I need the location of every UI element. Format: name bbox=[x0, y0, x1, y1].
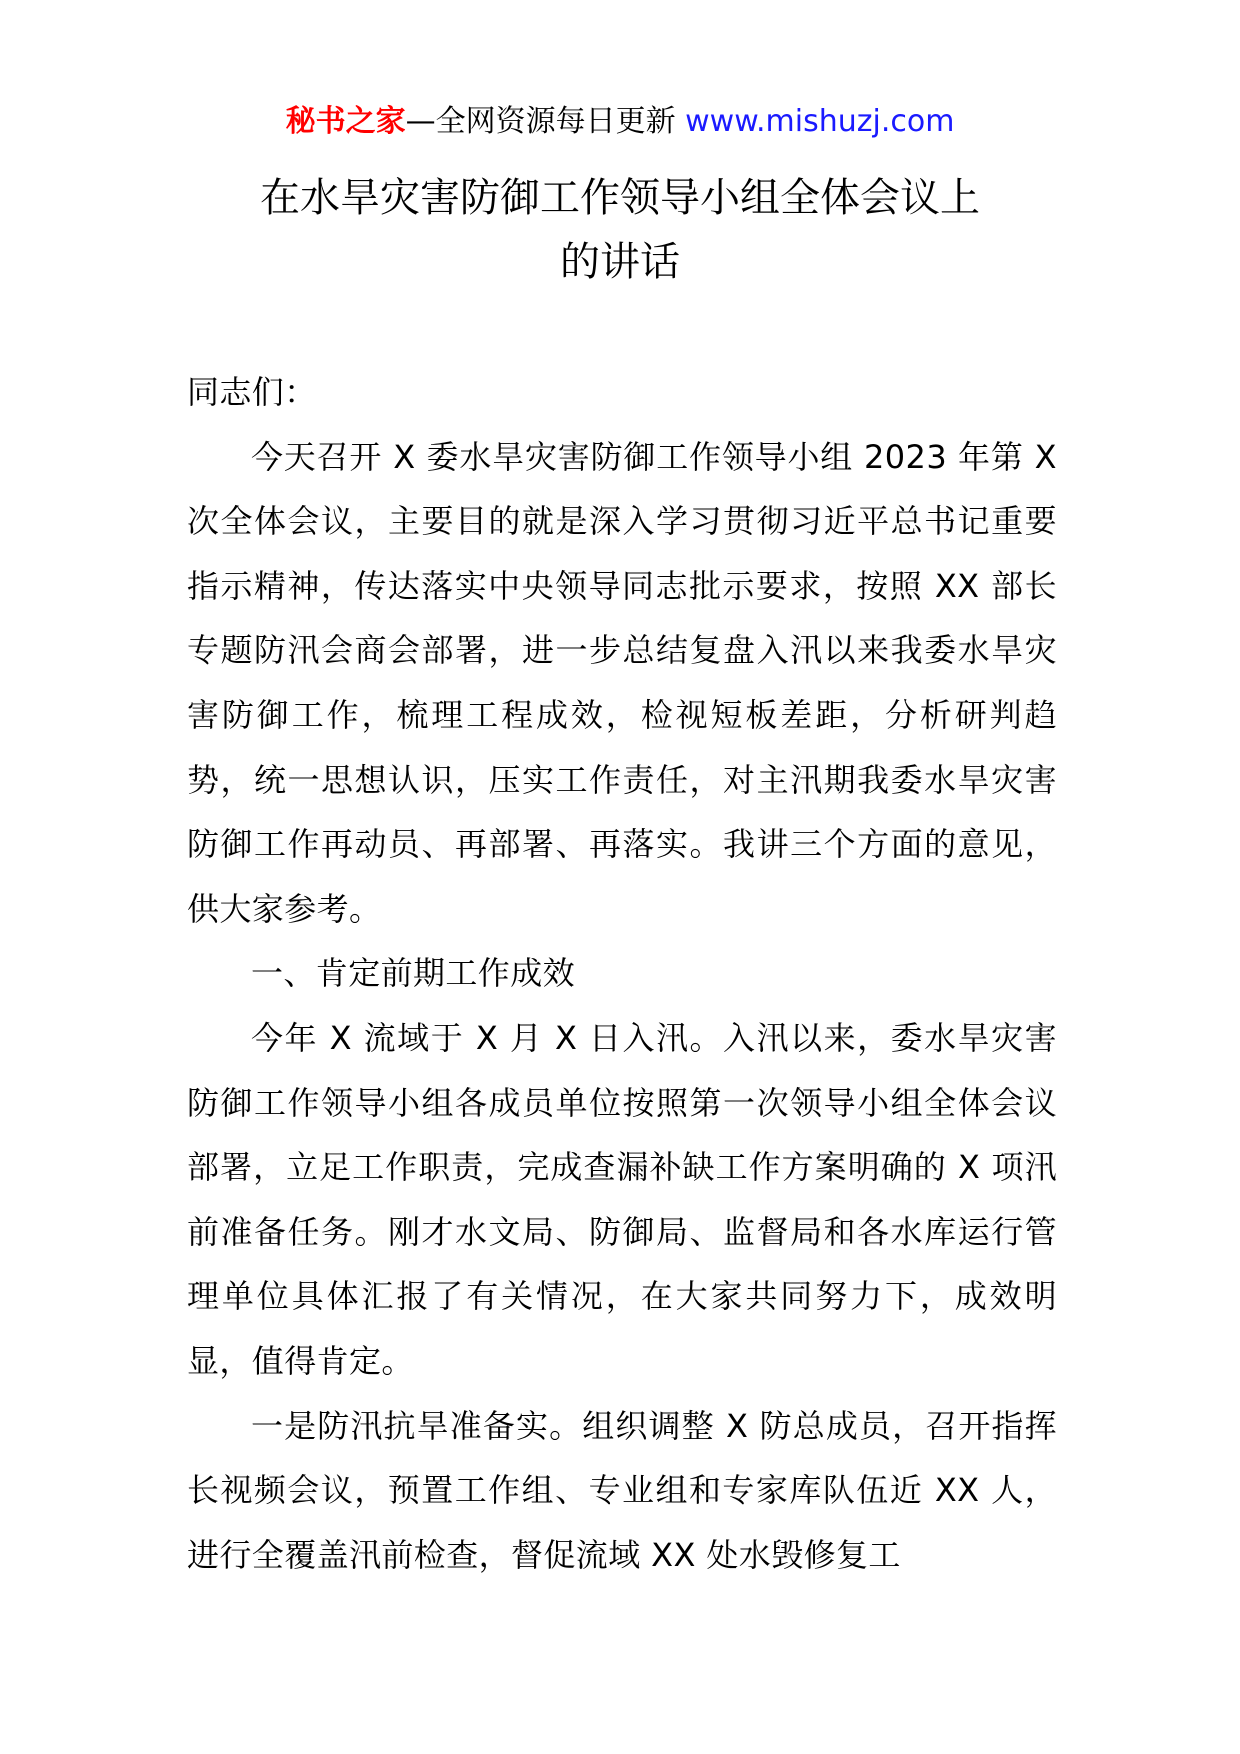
site-url[interactable]: www.mishuzj.com bbox=[685, 104, 955, 139]
document-body bbox=[187, 360, 1057, 1587]
salutation: 同志们： bbox=[187, 373, 317, 411]
site-brand: 秘书之家 bbox=[285, 104, 406, 139]
section-heading-1: 一、肯定前期工作成效 bbox=[251, 954, 576, 993]
paragraph-point-1: 一是防汛抗旱准备实。组织调整 X 防总成员，召开指挥长视频会议，预置工作组、专业组和专家库队伍近 XX 人，进行全覆盖汛前检查，督促流域 XX 处水毁修复工 bbox=[187, 1406, 1057, 1574]
site-slogan: —全网资源每日更新 bbox=[405, 104, 686, 139]
paragraph-section-1: 今年 X 流域于 X 月 X 日入汛。入汛以来，委水旱灾害防御工作领导小组各成员单位按照第一次领导小组全体会议部署，立足工作职责，完成查漏补缺工作方案明确的 X 项汛前准备任务。刚才水文局、防御局、监督局和各水库运行管理单位具体汇报了有关情况，在大家共同努力下，成效明显，值得肯定。 bbox=[187, 1018, 1057, 1380]
document-title bbox=[0, 166, 1240, 294]
paragraph-intro: 今天召开 X 委水旱灾害防御工作领导小组 2023 年第 X 次全体会议，主要目的就是深入学习贯彻习近平总书记重要指示精神，传达落实中央领导同志批示要求，按照 XX 部长专题防汛会商会部署，进一步总结复盘入汛以来我委水旱灾害防御工作，梳理工程成效，检视短板差距，分析研判趋势，统一思想认识，压实工作责任，对主汛期我委水旱灾害防御工作再动员、再部署、再落实。我讲三个方面的意见，供大家参考。 bbox=[187, 437, 1057, 928]
site-header bbox=[0, 100, 1240, 144]
document-title-line-2: 的讲话 bbox=[560, 239, 680, 285]
document-title-line-1: 在水旱灾害防御工作领导小组全体会议上 bbox=[260, 175, 980, 221]
